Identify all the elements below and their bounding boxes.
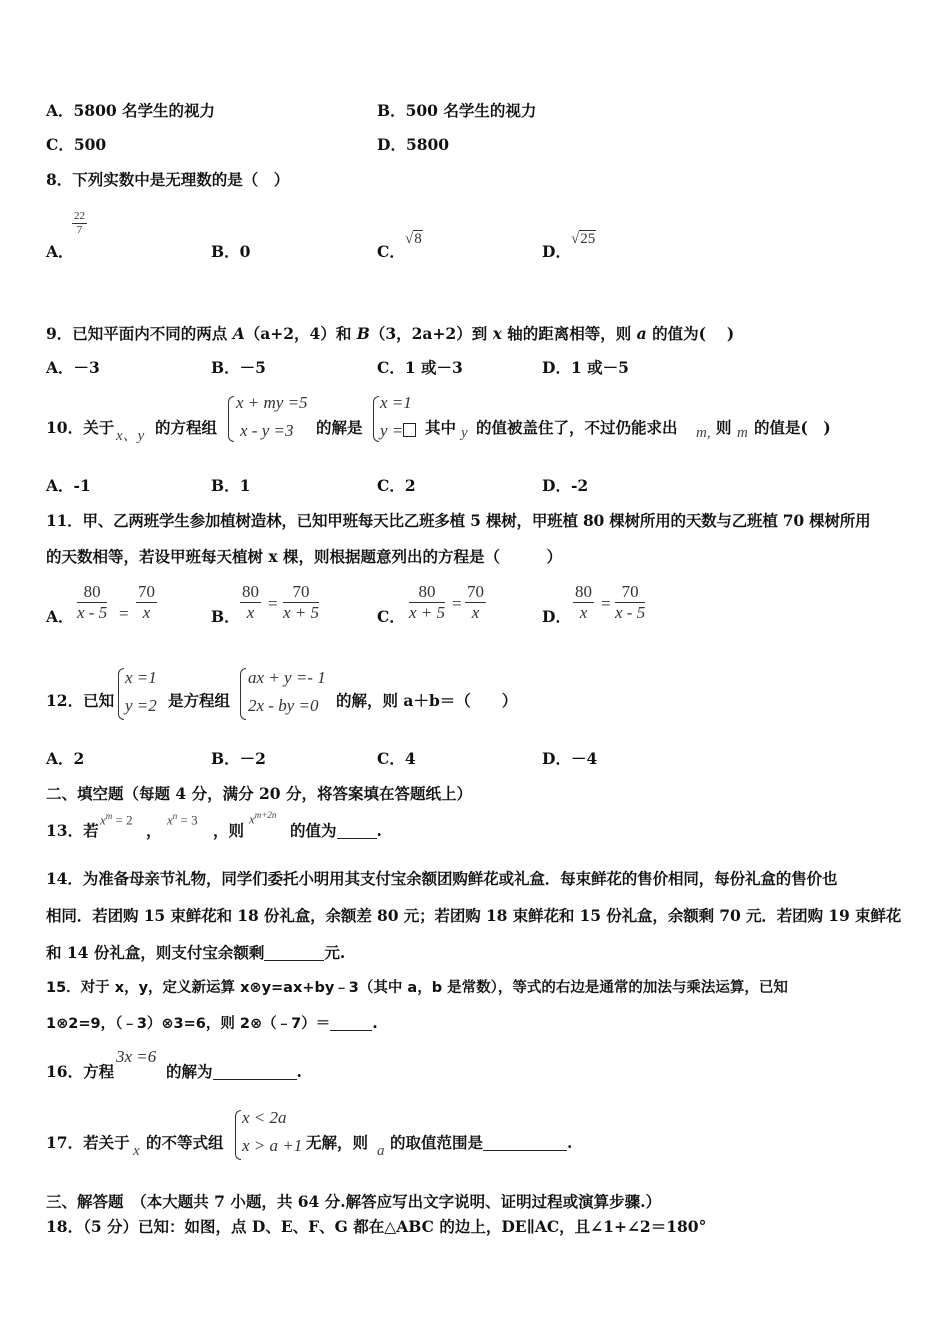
q12-option-c: C．4	[377, 749, 416, 768]
q7-option-c: C．500	[46, 135, 107, 154]
q9-var: a	[636, 324, 647, 343]
q10-option-b: B．1	[211, 476, 251, 495]
q10-option-a: A．-1	[46, 476, 91, 495]
q13-answer-blank[interactable]	[337, 823, 377, 839]
q16-prefix: 16．方程	[46, 1062, 115, 1081]
q14-line1: 14．为准备母亲节礼物，同学们委托小明用其支付宝余额团购鲜花或礼盒．每束鲜花的售价相同，每份礼盒的售价也	[46, 869, 838, 888]
q10-var-y: y	[461, 425, 468, 441]
q16-answer-blank[interactable]	[213, 1064, 297, 1080]
q10-mid1: 的方程组	[155, 418, 218, 437]
q10-mid2: 的解是	[316, 418, 363, 437]
q9-point-b: B	[356, 324, 370, 343]
section-3-heading: 三、解答题 （本大题共 7 小题，共 64 分.解答应写出文字说明、证明过程或演算步骤.）	[46, 1192, 661, 1211]
q8-option-c-sqrt: √8	[405, 231, 422, 247]
q7-option-d: D．5800	[377, 135, 450, 154]
q9-option-c: C．1 或－3	[377, 358, 463, 377]
q17-mid1: 的不等式组	[146, 1133, 224, 1152]
q9-option-d: D．1 或－5	[542, 358, 629, 377]
q8-option-d-label: D．	[542, 242, 571, 261]
q10-sol2: y =	[380, 421, 416, 441]
q7-option-a: A．5800 名学生的视力	[46, 101, 216, 120]
q10-mid5: 则	[716, 418, 732, 437]
q17-ineq1: x < 2a	[242, 1108, 287, 1127]
q12-sol2: y =2	[125, 696, 157, 715]
q11-b-equals: =	[268, 594, 278, 613]
q13-expr3: $x^{m+2n}$	[249, 810, 277, 827]
q12-mid: 是方程组	[168, 691, 231, 710]
q11-a-frac1: $\frac{80}{x - 5}$	[77, 582, 108, 622]
q9-option-b: B．－5	[211, 358, 266, 377]
q10-eq1: x + my =5	[236, 393, 308, 412]
q10-eq2: x - y =3	[240, 421, 294, 440]
q10-var-m1: m,	[696, 425, 711, 441]
q11-a-frac2: $\frac{70}{x}$	[138, 582, 155, 622]
q13-comma1: ，	[146, 821, 162, 840]
q15-answer-blank[interactable]	[330, 1015, 372, 1031]
q11-b-frac2: $\frac{70}{x + 5}$	[283, 582, 320, 622]
q16-suffix: 的解为 .	[166, 1062, 302, 1081]
q9-b-coords: （3，2a+2）到	[369, 324, 493, 343]
q17-var-a: a	[377, 1143, 385, 1159]
q11-c-equals: =	[452, 594, 462, 613]
q10-sol1: x =1	[380, 393, 412, 412]
q12-sol1: x =1	[125, 668, 157, 687]
q12-option-a: A．2	[46, 749, 85, 768]
q13-suffix: 的值为 .	[290, 821, 382, 840]
q9-stem	[46, 324, 734, 344]
q10-mid3: 其中	[425, 418, 457, 437]
q11-c-frac1: $\frac{80}{x + 5}$	[409, 582, 446, 622]
q10-option-d: D．-2	[542, 476, 589, 495]
q9-axis: x	[492, 324, 502, 343]
q17-var-x: x	[133, 1143, 140, 1159]
section-2-heading: 二、填空题（每题 4 分，满分 20 分，将答案填在答题纸上）	[46, 784, 472, 803]
q17-prefix: 17．若关于	[46, 1133, 130, 1152]
q11-option-c-label: C．	[377, 607, 405, 626]
q11-a-equals: =	[119, 604, 129, 623]
q11-d-frac2: $\frac{70}{x - 5}$	[615, 582, 646, 622]
q17-mid2: 无解，则	[306, 1133, 369, 1152]
q12-option-d: D．－4	[542, 749, 598, 768]
q18-stem: 18．（5 分）已知：如图，点 D、E、F、G 都在△ABC 的边上，DE∥AC，且∠1+∠2＝180°	[46, 1217, 707, 1236]
q11-option-d-label: D．	[542, 607, 571, 626]
q8-c-radicand: 8	[414, 231, 422, 247]
q8-a-denominator: 7	[76, 224, 83, 236]
q8-a-numerator: 22	[74, 210, 85, 222]
q11-c-frac2: $\frac{70}{x}$	[467, 582, 484, 622]
q9-stem-1: 9．已知平面内不同的两点	[46, 324, 233, 343]
q13-expr1: $x^m = 2$	[100, 811, 133, 828]
q10-vars: x、y	[116, 428, 145, 444]
q8-option-a-fraction	[72, 210, 87, 237]
q16-equation: 3x =6	[116, 1047, 157, 1066]
q9-stem-3: 的值为( )	[646, 324, 735, 343]
q17-inequality-brace	[235, 1110, 241, 1160]
q13-comma2: ，则	[213, 821, 245, 840]
q12-eq2: 2x - by =0	[248, 696, 319, 715]
q11-d-equals: =	[601, 594, 611, 613]
q10-mid4: 的值被盖住了，不过仍能求出	[476, 418, 678, 437]
q11-option-a-label: A．	[46, 607, 74, 626]
q11-option-b-label: B．	[211, 607, 240, 626]
q8-option-d-sqrt: √25	[571, 231, 596, 247]
q11-b-frac1: $\frac{80}{x}$	[242, 582, 259, 622]
q9-option-a: A．－3	[46, 358, 100, 377]
q10-prefix: 10．关于	[46, 418, 115, 437]
q8-d-radicand: 25	[580, 231, 596, 247]
q10-suffix: 的值是( )	[754, 418, 831, 437]
q9-point-a: A	[232, 324, 245, 343]
q10-var-m2: m	[737, 425, 748, 441]
q12-suffix: 的解，则 a＋b＝（ ）	[336, 691, 518, 710]
q8-option-b: B．0	[211, 242, 251, 261]
q10-system-brace	[228, 396, 234, 442]
q12-option-b: B．－2	[211, 749, 266, 768]
q12-system-brace	[240, 668, 246, 720]
q7-option-b: B．500 名学生的视力	[377, 101, 537, 120]
q8-option-c-label: C．	[377, 242, 405, 261]
q9-a-coords: （a+2，4）和	[244, 324, 357, 343]
q10-option-c: C．2	[377, 476, 416, 495]
q8-option-a-label: A．	[46, 242, 74, 261]
q14-line2: 相同．若团购 15 束鲜花和 18 份礼盒，余额差 80 元；若团购 18 束鲜花和 15 份礼盒，余额剩 70 元．若团购 19 束鲜花	[46, 906, 902, 925]
q15-line1: 15．对于 x，y，定义新运算 x⊗y=ax+by﹣3（其中 a，b 是常数），等式的右边是通常的加法与乘法运算，已知	[46, 980, 788, 996]
q17-suffix: 的取值范围是 .	[390, 1133, 573, 1152]
q10-solution-brace	[373, 396, 379, 442]
q17-answer-blank[interactable]	[483, 1135, 567, 1151]
q11-d-frac1: $\frac{80}{x}$	[575, 582, 592, 622]
q8-stem: 8．下列实数中是无理数的是（ ）	[46, 170, 290, 189]
q9-stem-2: 轴的距离相等，则	[501, 324, 637, 343]
q13-prefix: 13．若	[46, 821, 99, 840]
q12-prefix: 12．已知	[46, 691, 115, 710]
q14-line3: 和 14 份礼盒，则支付宝余额剩 元.	[46, 943, 346, 962]
q12-eq1: ax + y =- 1	[248, 668, 326, 687]
q12-solution-brace	[118, 668, 124, 720]
q15-line2: 1⊗2=9，（﹣3）⊗3=6，则 2⊗（﹣7）＝ .	[46, 1016, 378, 1032]
q13-expr2: $x^n = 3$	[167, 811, 198, 828]
q10-covered-square	[403, 423, 416, 437]
q11-line1: 11．甲、乙两班学生参加植树造林，已知甲班每天比乙班多植 5 棵树，甲班植 80 棵树所用的天数与乙班植 70 棵树所用	[46, 511, 871, 530]
q17-ineq2: x > a +1	[242, 1136, 303, 1155]
q11-line2: 的天数相等，若设甲班每天植树 x 棵，则根据题意列出的方程是（ ）	[46, 547, 563, 566]
q14-answer-blank[interactable]	[264, 945, 324, 961]
